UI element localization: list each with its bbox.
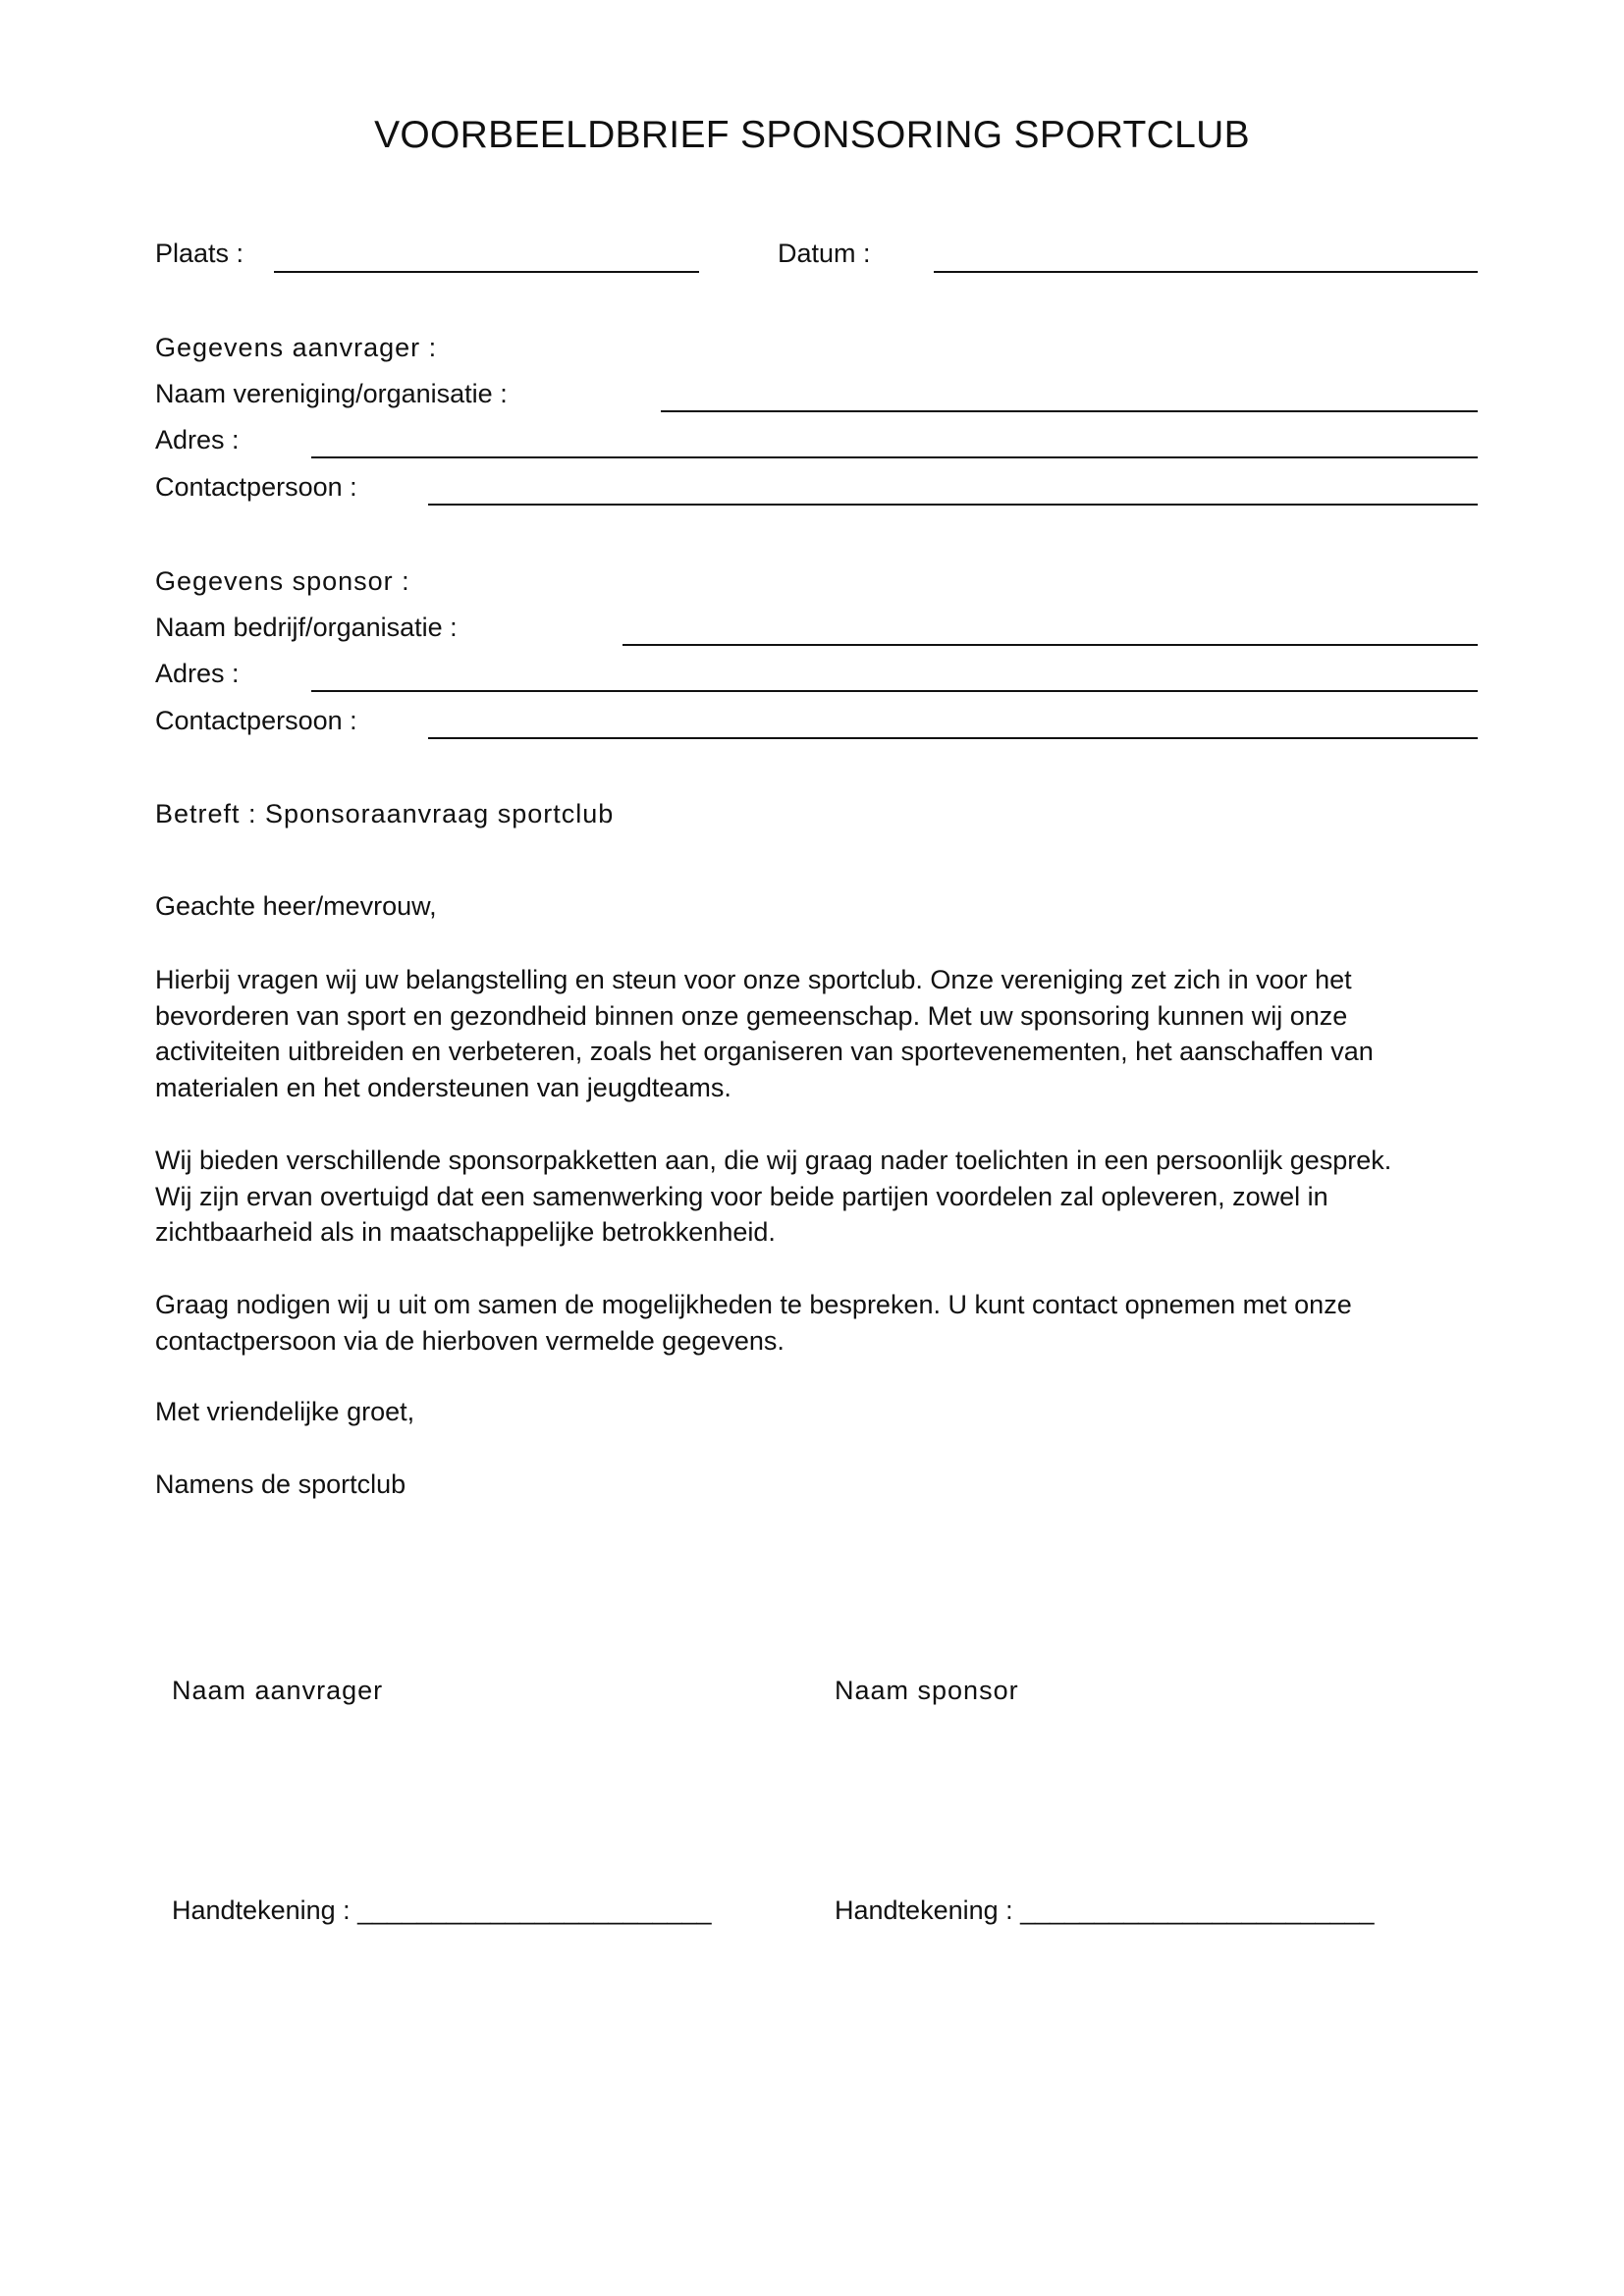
body-line: contactpersoon via de hierboven vermelde gegevens.: [155, 1325, 785, 1356]
page-title: VOORBEELDBRIEF SPONSORING SPORTCLUB: [374, 114, 1250, 156]
applicant-contact-field-line[interactable]: [428, 504, 1478, 506]
place-label: Plaats :: [155, 239, 244, 268]
on-behalf: Namens de sportclub: [155, 1469, 406, 1499]
sponsor-contact-label: Contactpersoon :: [155, 706, 357, 735]
applicant-address-field-line[interactable]: [311, 456, 1478, 458]
sponsor-name-signature-label: Naam sponsor: [835, 1676, 1019, 1705]
salutation: Geachte heer/mevrouw,: [155, 891, 437, 921]
body-line: Wij zijn ervan overtuigd dat een samenwerking voor beide partijen voordelen zal opleveren, zowel in: [155, 1181, 1328, 1211]
sponsor-heading: Gegevens sponsor :: [155, 566, 410, 596]
body-line: bevorderen van sport en gezondheid binnen onze gemeenschap. Met uw sponsoring kunnen wij onze: [155, 1000, 1348, 1031]
applicant-name-signature-label: Naam aanvrager: [172, 1676, 384, 1705]
body-line: materialen en het ondersteunen van jeugdteams.: [155, 1072, 731, 1102]
closing: Met vriendelijke groet,: [155, 1397, 415, 1426]
body-line: Wij bieden verschillende sponsorpakketten aan, die wij graag nader toelichten in een persoonlijk gesprek.: [155, 1146, 1392, 1175]
applicant-name-label: Naam vereniging/organisatie :: [155, 379, 508, 408]
sponsor-address-field-line[interactable]: [311, 690, 1478, 692]
body-line: activiteiten uitbreiden en verbeteren, zoals het organiseren van sportevenementen, het aanschaffen van: [155, 1037, 1374, 1066]
date-field-line[interactable]: [934, 271, 1478, 273]
body-paragraph-1: [155, 962, 1451, 1105]
sponsor-contact-field-line[interactable]: [428, 737, 1478, 739]
date-label: Datum :: [778, 239, 871, 268]
body-paragraph-3: [155, 1287, 1451, 1359]
body-paragraph-2: [155, 1143, 1451, 1251]
applicant-contact-label: Contactpersoon :: [155, 472, 357, 502]
sponsor-name-field-line[interactable]: [623, 644, 1478, 646]
sponsor-signature-field[interactable]: Handtekening : ________________________: [835, 1896, 1375, 1925]
sponsor-name-label: Naam bedrijf/organisatie :: [155, 613, 458, 642]
place-field-line[interactable]: [274, 271, 699, 273]
sponsor-address-label: Adres :: [155, 659, 240, 688]
applicant-heading: Gegevens aanvrager :: [155, 333, 438, 362]
body-line: zichtbaarheid als in maatschappelijke betrokkenheid.: [155, 1217, 776, 1247]
subject-line: Betreft : Sponsoraanvraag sportclub: [155, 799, 615, 828]
body-line: Graag nodigen wij u uit om samen de mogelijkheden te bespreken. U kunt contact opnemen met onze: [155, 1290, 1352, 1319]
applicant-signature-field[interactable]: Handtekening : ________________________: [172, 1896, 712, 1925]
applicant-address-label: Adres :: [155, 425, 240, 454]
body-line: Hierbij vragen wij uw belangstelling en steun voor onze sportclub. Onze vereniging zet zich in voor het: [155, 965, 1352, 994]
applicant-name-field-line[interactable]: [661, 410, 1478, 412]
